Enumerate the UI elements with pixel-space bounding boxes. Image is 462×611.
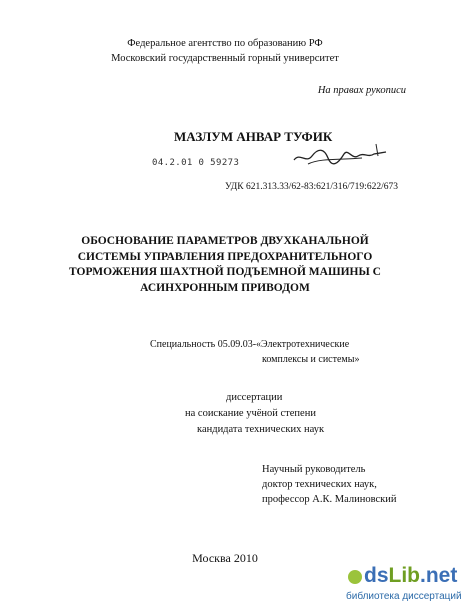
specialty-line: Специальность 05.09.03-«Электротехнические xyxy=(150,339,350,350)
supervisor-line: Научный руководитель xyxy=(262,464,366,475)
supervisor-line: доктор технических наук, xyxy=(262,479,377,490)
dissertation-type: диссертации xyxy=(226,392,283,403)
university-line: Московский государственный горный университет xyxy=(111,53,339,64)
rights-note: На правах рукописи xyxy=(317,85,406,96)
signature-scribble xyxy=(290,138,390,172)
logo-subtitle: библиотека диссертаций xyxy=(346,591,462,602)
degree-line: кандидата технических наук xyxy=(197,424,325,435)
title-line: АСИНХРОННЫМ ПРИВОДОМ xyxy=(140,281,310,294)
logo-dot-icon xyxy=(348,570,362,584)
dslib-watermark-logo xyxy=(340,563,462,609)
registration-stamp: 04.2.01 0 59273 xyxy=(152,158,240,168)
degree-line: на соискание учёной степени xyxy=(185,408,316,419)
dissertation-title xyxy=(0,234,450,296)
udc-code: УДК 621.313.33/62-83:621/316/719:622/673 xyxy=(225,182,398,192)
specialty-line: комплексы и системы» xyxy=(262,354,360,365)
title-line: СИСТЕМЫ УПРАВЛЕНИЯ ПРЕДОХРАНИТЕЛЬНОГО xyxy=(77,250,373,263)
author-name: МАЗЛУМ АНВАР ТУФИК xyxy=(174,129,333,144)
agency-line: Федеральное агентство по образованию РФ xyxy=(127,38,323,49)
title-line: ОБОСНОВАНИЕ ПАРАМЕТРОВ ДВУХКАНАЛЬНОЙ xyxy=(81,235,369,247)
city-year: Москва 2010 xyxy=(192,551,258,565)
supervisor-line: профессор А.К. Малиновский xyxy=(262,494,397,505)
title-line: ТОРМОЖЕНИЯ ШАХТНОЙ ПОДЪЕМНОЙ МАШИНЫ С xyxy=(69,266,381,278)
logo-wordmark: dsLib.net xyxy=(364,564,458,587)
